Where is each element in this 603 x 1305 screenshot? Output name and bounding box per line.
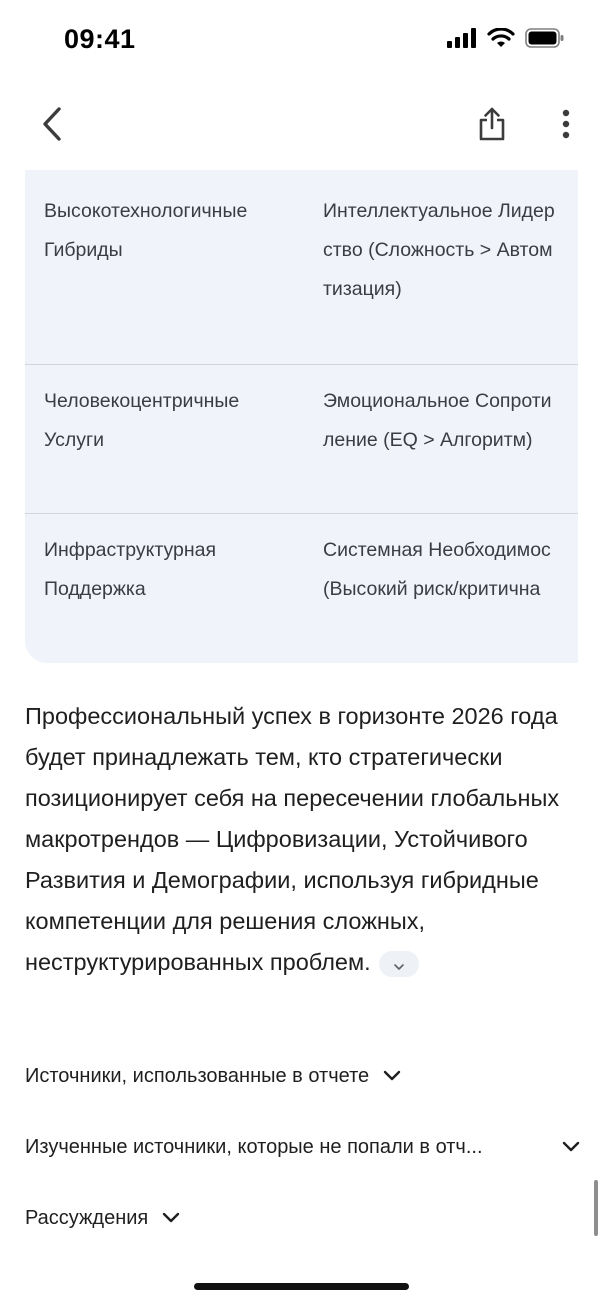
- home-indicator[interactable]: [194, 1283, 409, 1290]
- sources-used-section[interactable]: [25, 1060, 401, 1092]
- chevron-down-icon: [562, 1141, 580, 1153]
- more-vert-icon: [562, 109, 570, 144]
- section-label: Рассуждения: [25, 1206, 149, 1229]
- summary-text: Профессиональный успех в горизонте 2026 года будет принадлежать тем, кто стратегически позиционирует себя на пересечении глобальных макротрендов — Цифровизации, Устойчивого Развития и Демографии, используя гибридные компетенции для решения сложных, неструктурированных проблем.: [25, 703, 560, 975]
- table-row: [25, 514, 578, 663]
- table-row: [25, 170, 578, 365]
- sources-not-used-section[interactable]: [25, 1131, 580, 1163]
- table-cell: Инфраструктурная Поддержка: [44, 539, 217, 600]
- share-button[interactable]: [468, 102, 516, 150]
- table-cell: Системная Необходимос (Высокий риск/критична: [323, 539, 551, 600]
- scrollbar[interactable]: [594, 1180, 598, 1236]
- expand-citation-button[interactable]: [379, 951, 419, 977]
- section-label: Изученные источники, которые не попали в отч...: [25, 1135, 483, 1158]
- signal-icon: [447, 28, 477, 53]
- reasoning-section[interactable]: [25, 1202, 180, 1234]
- table-cell: Эмоциональное Сопроти ление (EQ > Алгоритм): [323, 390, 552, 451]
- more-options-button[interactable]: [546, 102, 586, 150]
- table-cell: Интеллектуальное Лидер ство (Сложность > Автом тизация): [323, 200, 555, 300]
- chevron-down-icon: [383, 1070, 401, 1082]
- summary-paragraph: [25, 696, 570, 983]
- back-button[interactable]: [28, 102, 76, 150]
- comparison-table[interactable]: [25, 170, 578, 663]
- battery-icon: [525, 28, 565, 53]
- table-cell: Высокотехнологичные Гибриды: [44, 200, 248, 261]
- status-time: 09:41: [64, 24, 136, 54]
- chevron-down-icon: [393, 943, 405, 984]
- status-icons: [447, 28, 565, 53]
- top-navigation: [0, 90, 603, 162]
- wifi-icon: [487, 28, 515, 53]
- status-bar: [0, 0, 603, 80]
- share-icon: [478, 107, 506, 146]
- table-cell: Человекоцентричные Услуги: [44, 390, 240, 451]
- table-row: [25, 365, 578, 514]
- section-label: Источники, использованные в отчете: [25, 1064, 370, 1087]
- back-icon: [41, 107, 63, 146]
- chevron-down-icon: [162, 1212, 180, 1224]
